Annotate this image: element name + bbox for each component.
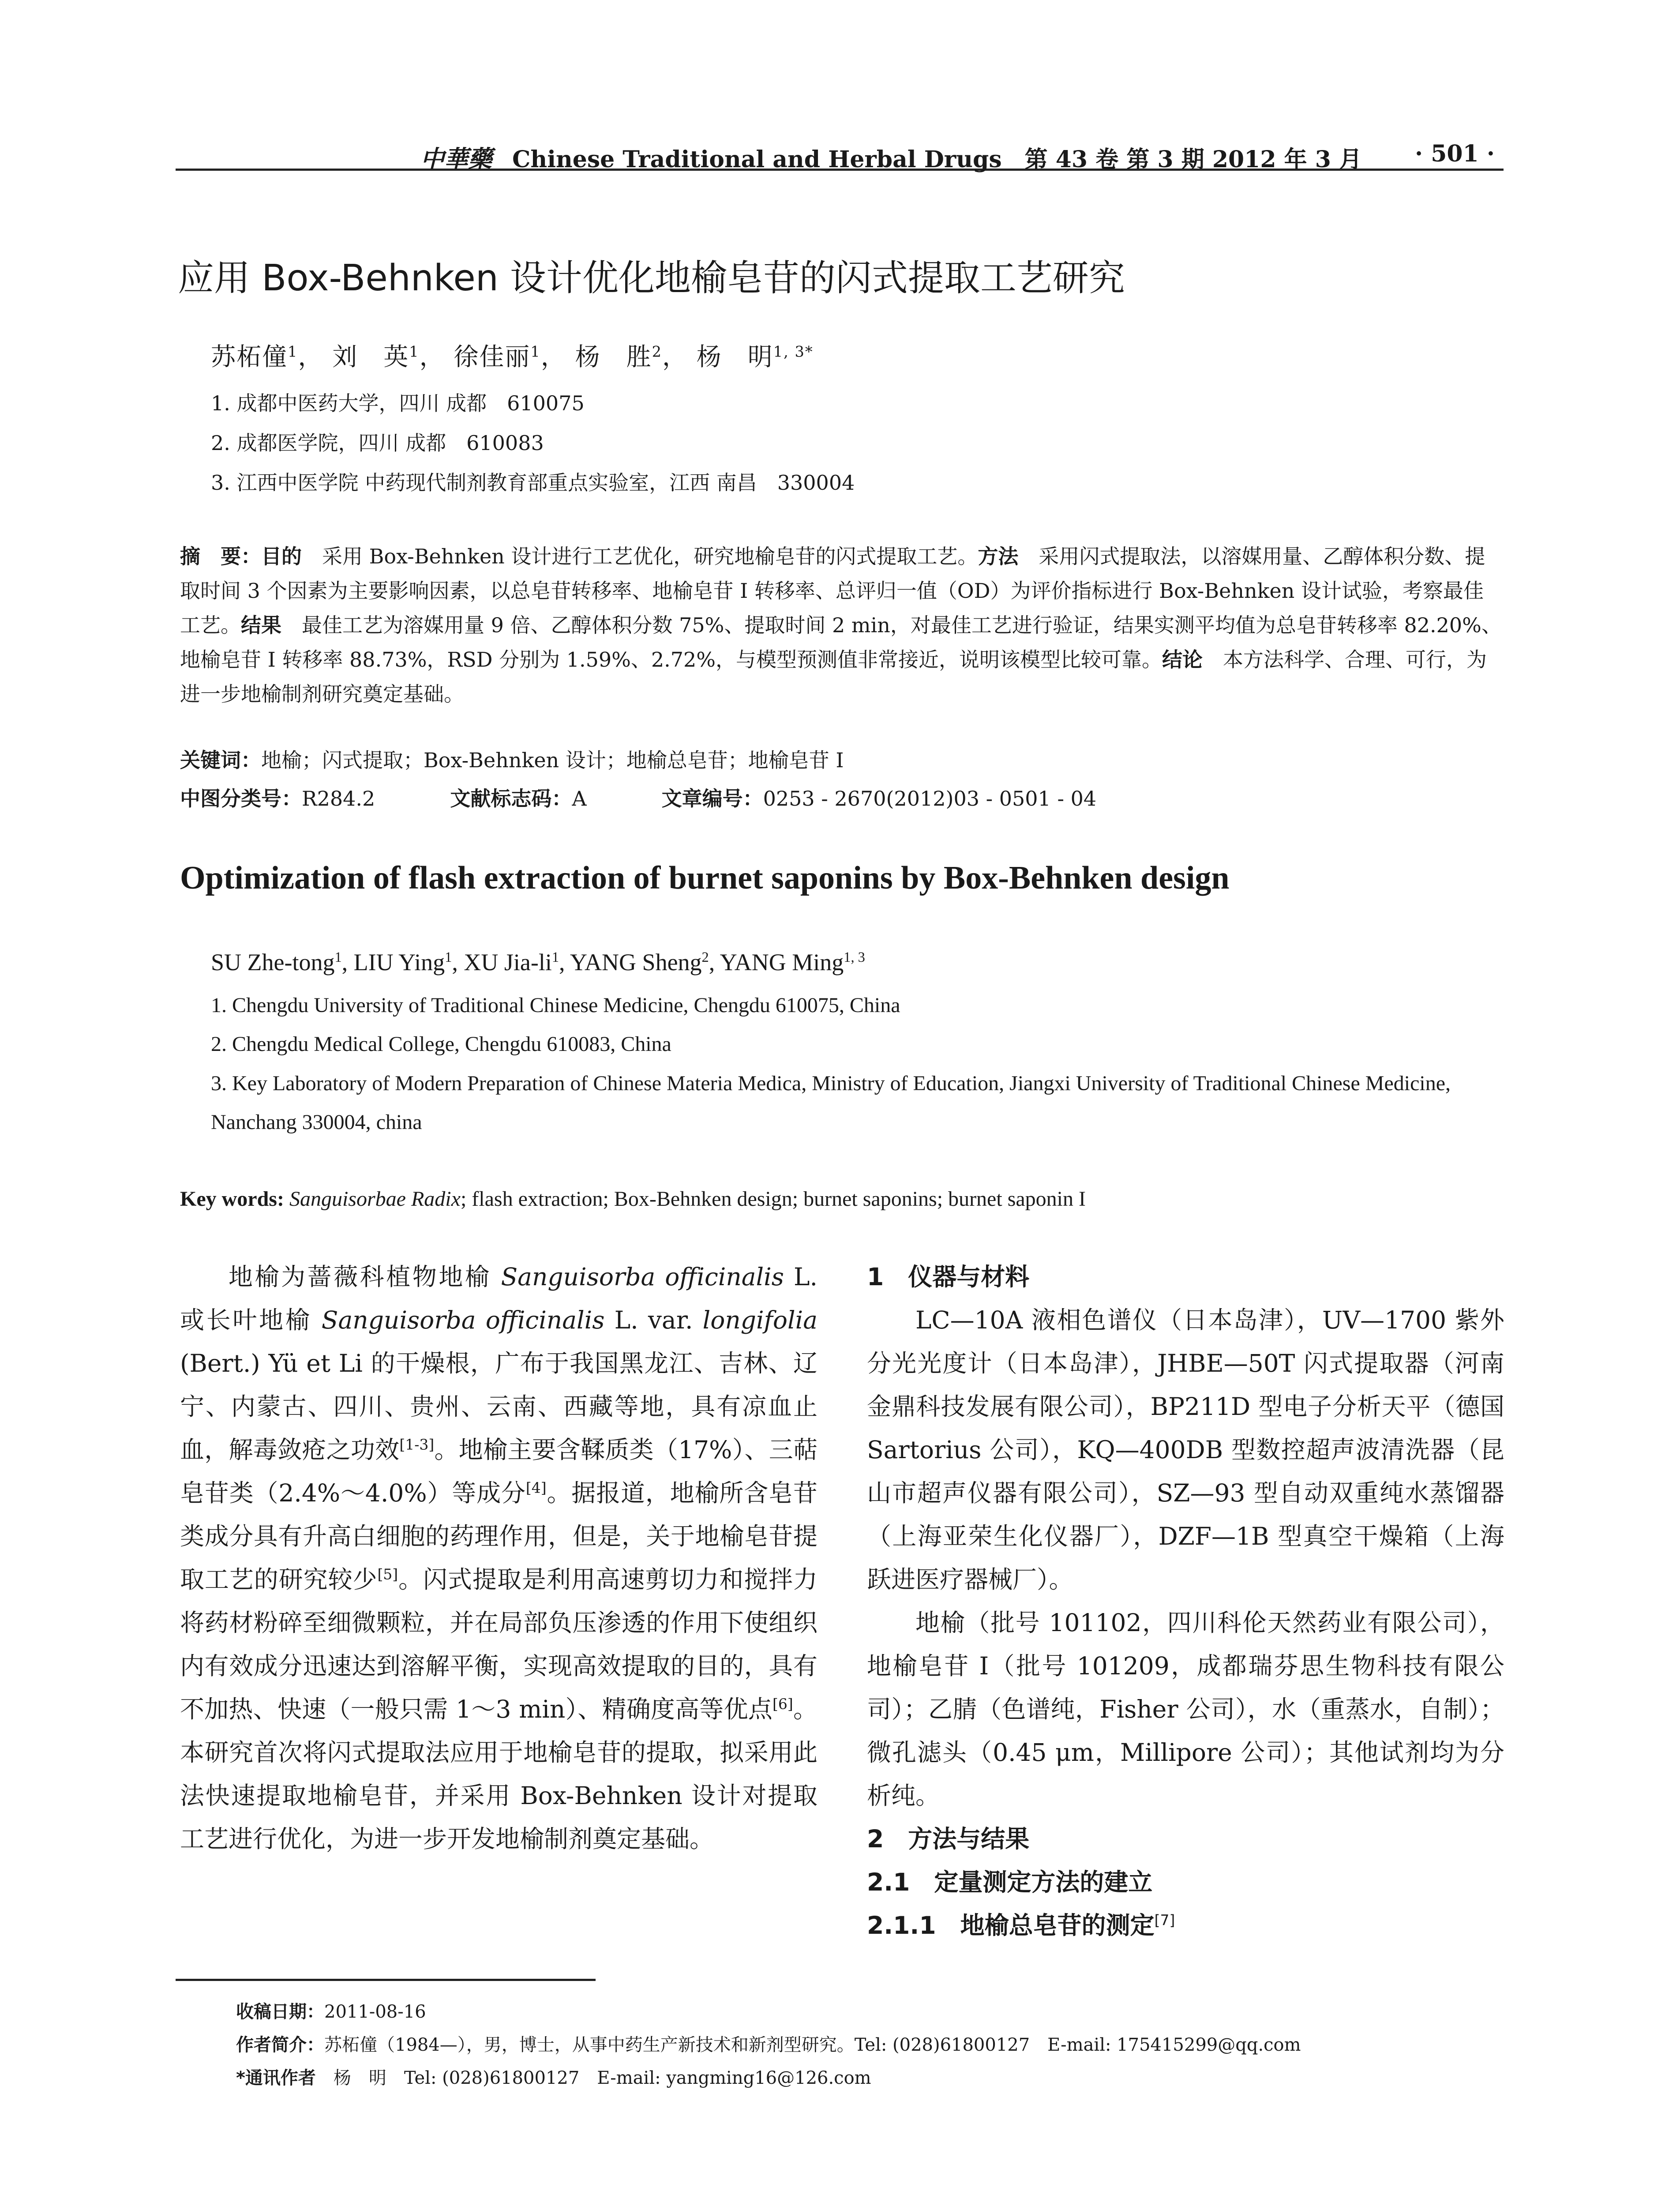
doc-code-value: A xyxy=(572,787,587,810)
citation: [4] xyxy=(525,1479,547,1497)
objective-label: 目的 xyxy=(261,544,302,568)
result-label: 结果 xyxy=(241,613,281,637)
abstract-chinese xyxy=(180,539,1504,711)
author-affil-mark: 1 xyxy=(288,343,298,360)
keywords-en-text: ; flash extraction; Box-Behnken design; burnet saponins; burnet saponin I xyxy=(460,1187,1086,1211)
citation: [5] xyxy=(377,1565,398,1583)
page-number: · 501 · xyxy=(1415,140,1495,167)
affiliation-en-3: 3. Key Laboratory of Modern Preparation of Chinese Materia Medica, Ministry of Education, Jiangxi University of Traditional Chinese Medicine, Nanchang 330004, china xyxy=(211,1072,1451,1134)
text-run: (Bert.) Yü et Li 的干燥根，广布于我国黑龙江、吉林、辽宁、内蒙古、四川、贵州、云南、西藏等地，具有凉血止血，解毒敛疮之功效 xyxy=(180,1349,818,1464)
footnote-author xyxy=(236,2031,1301,2056)
abstract-label: 摘 要： xyxy=(180,544,261,568)
heading-text: 2.1.1 地榆总皂苷的测定 xyxy=(867,1911,1155,1940)
text-run: 。据报道，地榆所含皂苷类成分具有升高白细胞的药理作用，但是，关于地榆皂苷提取工艺的研究较少 xyxy=(180,1479,818,1594)
body-right-column xyxy=(867,1255,1504,1947)
section-heading-1: 1 仪器与材料 xyxy=(867,1263,1030,1291)
conclusion-label: 结论 xyxy=(1162,648,1203,672)
journal-issue: Chinese Traditional and Herbal Drugs 第 43 卷 第 3 期 2012 年 3 月 xyxy=(512,146,1362,173)
footnote-label: *通讯作者 xyxy=(236,2068,316,2088)
text-run: L. 或长叶地榆 xyxy=(180,1263,818,1334)
affiliation-en-2: 2. Chengdu Medical College, Chengdu 610083, China xyxy=(211,1032,671,1056)
author-affil-mark: 2 xyxy=(701,949,709,965)
author-name: 徐佳丽 xyxy=(454,343,531,371)
materials-paragraph: 地榆（批号 101102，四川科伦天然药业有限公司），地榆皂苷 I（批号 101209，成都瑞芬思生物科技有限公司）；乙腈（色谱纯，Fisher 公司），水（重蒸水，自制）；微孔滤头（0.45 μm，Millipore 公司）；其他试剂均为分析纯。 xyxy=(867,1609,1504,1810)
keywords-en-label: Key words: xyxy=(180,1187,284,1211)
method-label: 方法 xyxy=(978,544,1019,568)
section-heading-2-1: 2.1 定量测定方法的建立 xyxy=(867,1868,1153,1896)
footnote-label: 收稿日期： xyxy=(236,2002,324,2022)
citation: [7] xyxy=(1154,1911,1175,1929)
author-affil-mark: 1 xyxy=(334,949,342,965)
keyword-latin: Sanguisorbae Radix xyxy=(289,1187,461,1211)
footnote-divider xyxy=(176,1979,596,1981)
author-name: LIU Ying xyxy=(353,949,445,975)
clc-label: 中图分类号： xyxy=(180,787,302,810)
keywords-english xyxy=(180,1187,1086,1211)
author-affil-mark: 1, 3 xyxy=(844,949,865,965)
text-run: 。闪式提取是利用高速剪切力和搅拌力将药材粉碎至细微颗粒，并在局部负压渗透的作用下使组织内有效成分迅速达到溶解平衡，实现高效提取的目的，具有不加热、快速（一般只需 1～3 min）、精确度高等优点 xyxy=(180,1565,818,1723)
method-text: 采用闪式提取法，以溶媒用量、乙醇体积分数、提取时间 3 个因素为主要影响因素，以总皂苷转移率、地榆皂苷 I 转移率、总评归一值（OD）为评价指标进行 Box-Behnken 设计试验，考察最佳工艺。 xyxy=(180,544,1485,637)
footnote-text: 杨 明 Tel: (028)61800127 E-mail: yangming16@126.com xyxy=(333,2068,871,2088)
author-affil-mark: 1 xyxy=(409,343,420,360)
journal-info xyxy=(420,140,1362,174)
keywords-chinese xyxy=(180,744,844,773)
section-heading-2: 2 方法与结果 xyxy=(867,1825,1030,1853)
author-affil-mark: 1 xyxy=(551,949,559,965)
conclusion-text: 本方法科学、合理、可行，为进一步地榆制剂研究奠定基础。 xyxy=(180,648,1487,706)
latin-name: Sanguisorba officinalis xyxy=(501,1263,784,1291)
author-name: YANG Sheng xyxy=(570,949,702,975)
footnote-received xyxy=(236,1998,426,2023)
section-heading-2-1-1 xyxy=(867,1904,1504,1947)
author-name: YANG Ming xyxy=(720,949,844,975)
author-name: 苏柘僮 xyxy=(211,343,288,371)
intro-paragraph xyxy=(180,1255,818,1861)
clc-value: R284.2 xyxy=(302,787,375,810)
keywords-label: 关键词： xyxy=(180,748,261,772)
author-affil-mark: 1, 3* xyxy=(773,343,814,360)
text-run: 。本研究首次将闪式提取法应用于地榆皂苷的提取，拟采用此法快速提取地榆皂苷，并采用 Box-Behnken 设计对提取工艺进行优化，为进一步开发地榆制剂奠定基础。 xyxy=(180,1695,818,1853)
citation: [6] xyxy=(772,1695,793,1713)
author-affil-mark: 2 xyxy=(652,343,662,360)
article-no-value: 0253 - 2670(2012)03 - 0501 - 04 xyxy=(763,787,1097,810)
footnote-corresponding xyxy=(236,2064,871,2089)
author-name: SU Zhe-tong xyxy=(211,949,335,975)
title-english: Optimization of flash extraction of burnet saponins by Box-Behnken design xyxy=(180,860,1230,896)
latin-name: Sanguisorba officinalis xyxy=(321,1306,605,1334)
objective-text: 采用 Box-Behnken 设计进行工艺优化，研究地榆皂苷的闪式提取工艺。 xyxy=(322,544,978,568)
classification-line xyxy=(180,783,1096,812)
author-name: XU Jia-li xyxy=(464,949,552,975)
author-affil-mark: 1 xyxy=(445,949,452,965)
title-chinese: 应用 Box-Behnken 设计优化地榆皂苷的闪式提取工艺研究 xyxy=(178,257,1125,299)
authors-english: SU Zhe-tong$^1$, LIU Ying$^1$, XU Jia-$li^1$, YANG Sheng$^2$, YANG Ming$^{1, 3}$ xyxy=(211,949,865,975)
author-name: 刘 英 xyxy=(332,343,409,371)
citation: [1-3] xyxy=(399,1436,435,1453)
affiliation-cn-3: 3. 江西中医学院 中药现代制剂教育部重点实验室，江西 南昌 330004 xyxy=(211,471,855,495)
footnote-label: 作者简介： xyxy=(236,2035,324,2055)
authors-chinese: 苏柘僮$^1$， 刘 英$^1$， 徐佳丽$^1$， 杨 胜$^2$， 杨 明$^{1, 3*}$ xyxy=(211,343,814,371)
keywords-text: 地榆；闪式提取；Box-Behnken 设计；地榆总皂苷；地榆皂苷 I xyxy=(261,748,844,772)
footnote-text: 苏柘僮（1984—），男，博士，从事中药生产新技术和新剂型研究。Tel: (028)61800127 E-mail: 175415299@qq.com xyxy=(324,2035,1301,2055)
latin-name: longifolia xyxy=(702,1306,818,1334)
footnote-text: 2011-08-16 xyxy=(324,2002,426,2022)
running-header xyxy=(176,140,1504,171)
author-affil-mark: 1 xyxy=(530,343,541,360)
doc-code-label: 文献标志码： xyxy=(450,787,572,810)
affiliation-cn-2: 2. 成都医学院，四川 成都 610083 xyxy=(211,431,544,455)
author-name: 杨 明 xyxy=(696,343,773,371)
journal-logo: 中華藥 xyxy=(420,145,492,173)
text-run: 。地榆主要含鞣质类（17%）、三萜皂苷类（2.4%～4.0%）等成分 xyxy=(180,1436,818,1507)
instruments-paragraph: LC—10A 液相色谱仪（日本岛津），UV—1700 紫外分光光度计（日本岛津），JHBE—50T 闪式提取器（河南金鼎科技发展有限公司），BP211D 型电子分析天平（德国 Sartorius 公司），KQ—400DB 型数控超声波清洗器（昆山市超声仪器有限公司），SZ—93 型自动双重纯水蒸馏器（上海亚荣生化仪器厂），DZF—1B 型真空干燥箱（上海跃进医疗器械厂）。 xyxy=(867,1306,1504,1594)
affiliation-cn-1: 1. 成都中医药大学，四川 成都 610075 xyxy=(211,391,585,415)
text-run: L. var. xyxy=(604,1306,703,1334)
affiliation-en-1: 1. Chengdu University of Traditional Chinese Medicine, Chengdu 610075, China xyxy=(211,994,900,1017)
author-name: 杨 胜 xyxy=(575,343,652,371)
body-left-column xyxy=(180,1255,818,1861)
text-run: 地榆为蔷薇科植物地榆 xyxy=(229,1263,501,1291)
article-no-label: 文章编号： xyxy=(661,787,763,810)
result-text: 最佳工艺为溶媒用量 9 倍、乙醇体积分数 75%、提取时间 2 min，对最佳工艺进行验证，结果实测平均值为总皂苷转移率 82.20%、地榆皂苷 I 转移率 88.73%，RSD 分别为 1.59%、2.72%，与模型预测值非常接近，说明该模型比较可靠。 xyxy=(180,613,1502,672)
